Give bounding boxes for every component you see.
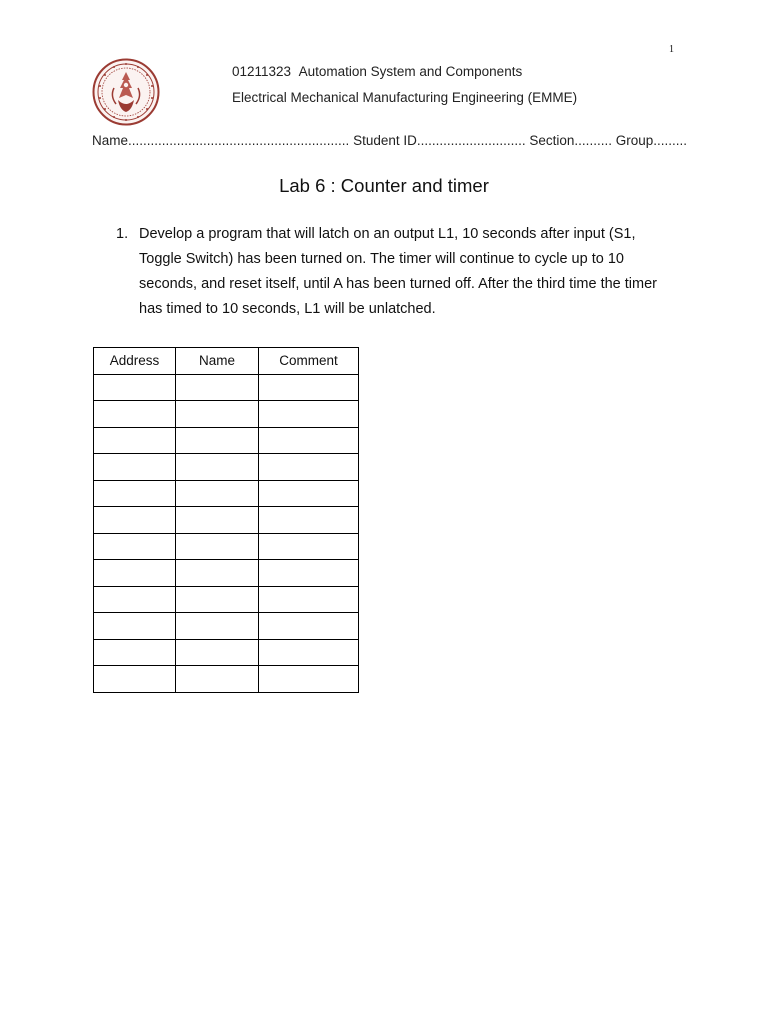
name-cell[interactable] — [176, 613, 259, 640]
address-cell[interactable] — [94, 427, 176, 454]
question-number: 1. — [116, 226, 129, 242]
io-address-table — [93, 347, 359, 693]
name-cell[interactable] — [176, 374, 259, 401]
table-row — [94, 586, 359, 613]
course-header — [232, 64, 522, 79]
address-cell[interactable] — [94, 533, 176, 560]
page-number: 1 — [669, 44, 674, 55]
address-cell[interactable] — [94, 480, 176, 507]
table-row — [94, 454, 359, 481]
address-cell[interactable] — [94, 401, 176, 428]
comment-cell[interactable] — [259, 639, 359, 666]
table-row — [94, 639, 359, 666]
name-cell[interactable] — [176, 454, 259, 481]
name-cell[interactable] — [176, 427, 259, 454]
comment-cell[interactable] — [259, 533, 359, 560]
course-title: Automation System and Components — [298, 64, 523, 79]
university-seal-icon — [92, 58, 160, 126]
name-cell[interactable] — [176, 560, 259, 587]
name-cell[interactable] — [176, 533, 259, 560]
address-cell[interactable] — [94, 613, 176, 640]
address-column-header: Address — [94, 348, 176, 375]
table-row — [94, 401, 359, 428]
address-cell[interactable] — [94, 507, 176, 534]
comment-cell[interactable] — [259, 507, 359, 534]
name-cell[interactable] — [176, 401, 259, 428]
comment-cell[interactable] — [259, 427, 359, 454]
address-cell[interactable] — [94, 586, 176, 613]
table-row — [94, 427, 359, 454]
name-cell[interactable] — [176, 639, 259, 666]
table-row — [94, 480, 359, 507]
comment-cell[interactable] — [259, 586, 359, 613]
address-cell[interactable] — [94, 454, 176, 481]
table-row — [94, 560, 359, 587]
comment-cell[interactable] — [259, 480, 359, 507]
course-code: 01211323 — [232, 64, 292, 79]
comment-cell[interactable] — [259, 560, 359, 587]
table-row — [94, 666, 359, 693]
name-cell[interactable] — [176, 507, 259, 534]
comment-cell[interactable] — [259, 401, 359, 428]
address-cell[interactable] — [94, 374, 176, 401]
name-cell[interactable] — [176, 666, 259, 693]
student-info-line — [92, 133, 687, 148]
table-row — [94, 533, 359, 560]
table-row — [94, 507, 359, 534]
comment-column-header: Comment — [259, 348, 359, 375]
address-cell[interactable] — [94, 666, 176, 693]
program-name: Electrical Mechanical Manufacturing Engineering (EMME) — [232, 90, 578, 105]
comment-cell[interactable] — [259, 374, 359, 401]
comment-cell[interactable] — [259, 666, 359, 693]
table-header-row — [94, 348, 359, 375]
table-row — [94, 374, 359, 401]
name-cell[interactable] — [176, 586, 259, 613]
address-cell[interactable] — [94, 560, 176, 587]
student-id-field: Student ID............................. — [353, 133, 526, 148]
section-field: Section.......... — [529, 133, 612, 148]
name-column-header: Name — [176, 348, 259, 375]
lab-title: Lab 6 : Counter and timer — [279, 175, 489, 196]
table-row — [94, 613, 359, 640]
group-field: Group......... — [615, 133, 687, 148]
comment-cell[interactable] — [259, 454, 359, 481]
question-text: Develop a program that will latch on an output L1, 10 seconds after input (S1, Toggle Switch) has been turned on. The timer will continue to cycle up to 10 seconds, and reset itself, until A has been turned off. After the third time the timer has timed to 10 seconds, L1 will be unlatched. — [139, 226, 657, 317]
address-cell[interactable] — [94, 639, 176, 666]
name-field: Name........................................................... — [92, 133, 350, 148]
comment-cell[interactable] — [259, 613, 359, 640]
name-cell[interactable] — [176, 480, 259, 507]
